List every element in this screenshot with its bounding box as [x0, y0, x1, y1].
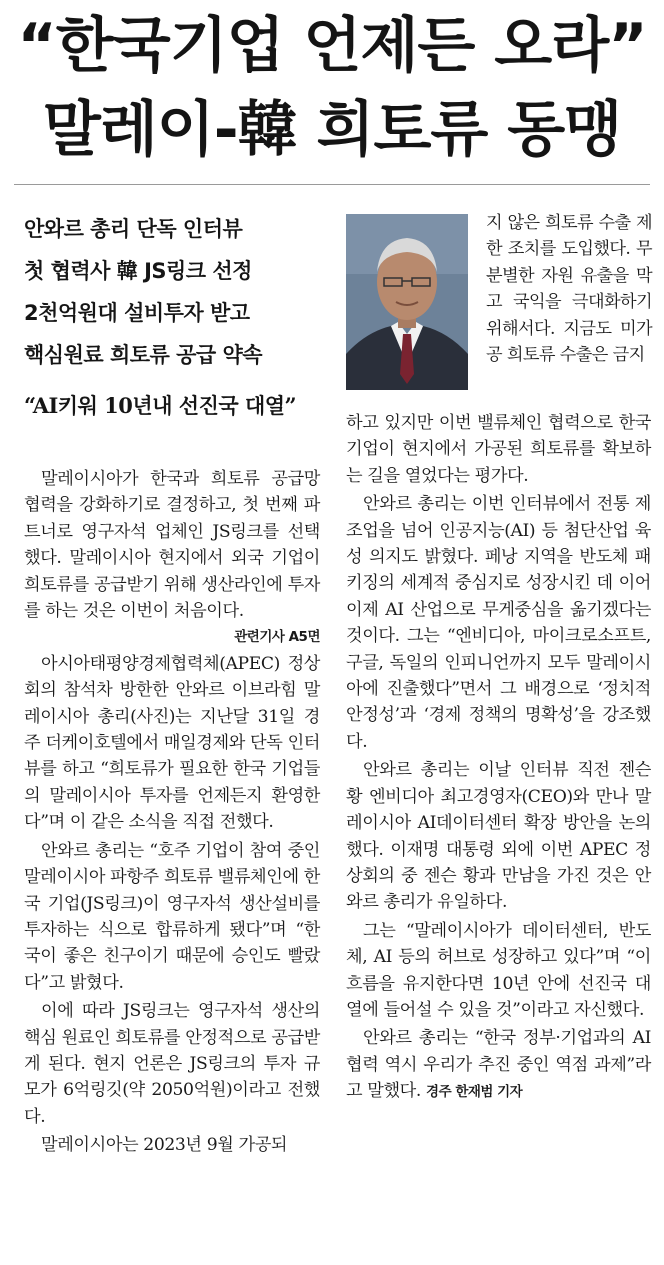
article-right-p3: 안와르 총리는 이날 인터뷰 직전 젠슨 황 엔비디아 최고경영자(CEO)와 만나 말레이시아 AI데이터센터 확장 방안을 논의했다. 이재명 대통령 외에 이번 APEC 정상회의 중 젠슨 황과 만남을 가진 것은 안와르 총리가 유일하다.: [346, 760, 651, 913]
article-left-p1: [24, 466, 320, 646]
article-left-p2: 아시아태평양경제협력체(APEC) 정상회의 참석차 방한한 안와르 이브라힘 말레이시아 총리(사진)는 지난달 31일 경주 더케이호텔에서 매일경제와 단독 인터뷰를 하고 “희토류가 필요한 한국 기업들의 말레이시아 투자를 언제든지 환영한다”며 이 같은 소식을 직접 전했다.: [24, 653, 320, 833]
article-right-p5-text: 안와르 총리는 “한국 정부·기업과의 AI 협력 역시 우리가 추진 중인 역점 과제”라고 말했다.: [346, 1028, 651, 1102]
subhead-3: 2천억원대 설비투자 받고: [24, 301, 250, 325]
article-right-p4: 그는 “말레이시아가 데이터센터, 반도체, AI 등의 허브로 성장하고 있다”며 “이 흐름을 유지한다면 10년 안에 선진국 대열에 들어설 수 있을 것”이라고 자신했다.: [346, 920, 651, 1020]
subheads-block: [24, 208, 324, 376]
subhead-2: 첫 협력사 韓 JS링크 선정: [24, 259, 252, 283]
subhead-4: 핵심원료 희토류 공급 약속: [24, 343, 263, 367]
related-article-link[interactable]: 관련기사 A5면: [234, 629, 320, 646]
article-left-p1-text: 말레이시아가 한국과 희토류 공급망 협력을 강화하기로 결정하고, 첫 번째 파트너로 영구자석 업체인 JS링크를 선택했다. 말레이시아 현지에서 외국 기업이 희토류를 공급받기 위해 생산라인에 투자를 하는 것은 이번이 처음이다.: [24, 469, 320, 622]
article-right-p2: 안와르 총리는 이번 인터뷰에서 전통 제조업을 넘어 인공지능(AI) 등 첨단산업 육성 의지도 밝혔다. 페낭 지역을 반도체 패키징의 세계적 중심지로 성장시킨 데 이어 이제 AI 산업으로 무게중심을 옮기겠다는 것이다. 그는 “엔비디아, 마이크로소프트, 구글, 독일의 인피니언까지 모두 말레이시아에 진출했다”면서 그 배경으로 ‘정치적 안정성’과 ‘경제 정책의 명확성’을 강조했다.: [346, 494, 651, 752]
article-left-p5: 말레이시아는 2023년 9월 가공되: [41, 1135, 288, 1156]
article-left-p3: 안와르 총리는 “호주 기업이 참여 중인 말레이시아 파항주 희토류 밸류체인에 한국 기업(JS링크)이 영구자석 생산설비를 투자하는 식으로 합류하게 됐다”며 “한국이 좋은 친구이기 때문에 승인도 빨랐다”고 밝혔다.: [24, 840, 320, 993]
headline-divider: [14, 184, 650, 185]
article-left-p4: 이에 따라 JS링크는 영구자석 생산의 핵심 원료인 희토류를 안정적으로 공급받게 된다. 현지 언론은 JS링크의 투자 규모가 6억링깃(약 2050억원)이라고 전했다.: [24, 1001, 320, 1127]
pull-quote: “AI키워 10년내 선진국 대열”: [24, 393, 297, 418]
portrait-photo: [346, 214, 468, 390]
article-right-top: 지 않은 희토류 수출 제한 조치를 도입했다. 무분별한 자원 유출을 막고 국익을 극대화하기 위해서다. 지금도 미가공 희토류 수출은 금지: [486, 213, 652, 366]
article-right-p1-rest: 하고 있지만 이번 밸류체인 협력으로 한국 기업이 현지에서 가공된 희토류를 확보하는 길을 열었다는 평가다.: [346, 413, 651, 486]
headline-line-2: 말레이-韓 희토류 동맹: [42, 95, 622, 165]
subhead-1: 안와르 총리 단독 인터뷰: [24, 217, 243, 241]
byline: 경주 한재범 기자: [426, 1084, 523, 1101]
headline-line-1: “한국기업 언제든 오라”: [17, 11, 647, 81]
portrait-photo-icon: [346, 214, 468, 390]
article-right-p5: [346, 1025, 651, 1105]
article-column-left: [24, 466, 320, 1161]
article-column-right: [346, 410, 651, 1108]
article-right-top-text: [486, 210, 652, 368]
